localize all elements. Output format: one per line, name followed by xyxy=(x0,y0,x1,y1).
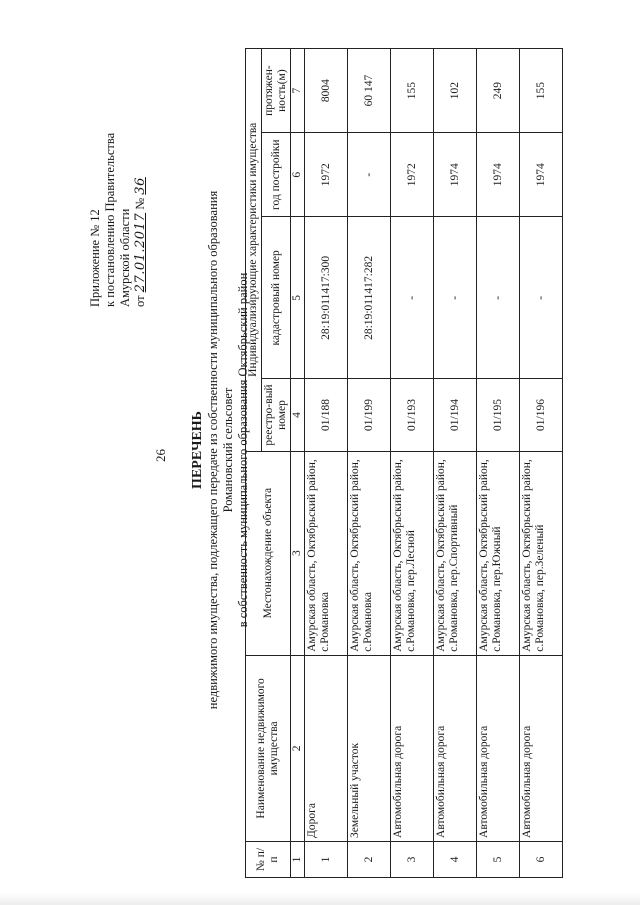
column-number: 5 xyxy=(291,217,305,379)
cell-name: Дорога xyxy=(305,655,348,841)
cell-num: 4 xyxy=(434,841,477,877)
cell-reg: 01/194 xyxy=(434,379,477,451)
cell-len: 155 xyxy=(520,49,563,133)
cell-cad: - xyxy=(391,217,434,379)
cell-year: - xyxy=(348,133,391,217)
cell-reg: 01/193 xyxy=(391,379,434,451)
cell-year: 1972 xyxy=(305,133,348,217)
cell-location: Амурская область, Октябрьский район, с.Романовка, пер.Южный xyxy=(477,451,520,655)
table-body xyxy=(291,49,563,878)
page-number: 26 xyxy=(153,449,168,462)
header-length: протяжен-ность(м) xyxy=(262,49,291,133)
cell-location: Амурская область, Октябрьский район, с.Романовка, пер.Спортивный xyxy=(434,451,477,655)
table-row xyxy=(434,49,477,878)
table-row xyxy=(391,49,434,878)
cell-len: 60 147 xyxy=(348,49,391,133)
header-num: № п/п xyxy=(246,841,291,877)
header-cadastral-number: кадастровый номер xyxy=(262,217,291,379)
column-number: 7 xyxy=(291,49,305,133)
cell-cad: 28:19:011417:282 xyxy=(348,217,391,379)
cell-len: 155 xyxy=(391,49,434,133)
column-number: 4 xyxy=(291,379,305,451)
column-number-row xyxy=(291,49,305,878)
appendix-block xyxy=(88,133,148,307)
cell-location: Амурская область, Октябрьский район, с.Романовка, пер.Лесной xyxy=(391,451,434,655)
cell-location: Амурская область, Октябрьский район, с.Романовка xyxy=(348,451,391,655)
appendix-number-sign: № xyxy=(133,197,147,210)
cell-year: 1974 xyxy=(477,133,520,217)
cell-len: 102 xyxy=(434,49,477,133)
header-year-built: год постройки xyxy=(262,133,291,217)
header-location: Местонахождение объекта xyxy=(246,451,291,655)
table-row xyxy=(305,49,348,878)
cell-len: 8004 xyxy=(305,49,348,133)
table-row xyxy=(520,49,563,878)
appendix-date: 27.01.2017 xyxy=(133,212,148,293)
cell-num: 2 xyxy=(348,841,391,877)
table-row xyxy=(477,49,520,878)
appendix-date-line xyxy=(133,133,148,307)
appendix-decree: к постановлению Правительства xyxy=(103,132,117,307)
cell-reg: 01/196 xyxy=(520,379,563,451)
cell-name: Автомобильная дорога xyxy=(477,655,520,841)
header-characteristics: Индивидуализирующие характеристики имущества xyxy=(246,49,262,452)
document-subtitle-line-2: в собственность муниципального образования Октябрьский район xyxy=(236,272,250,628)
header-name: Наименование недвижимого имущества xyxy=(246,655,291,841)
cell-reg: 01/195 xyxy=(477,379,520,451)
cell-name: Автомобильная дорога xyxy=(520,655,563,841)
cell-location: Амурская область, Октябрьский район, с.Романовка xyxy=(305,451,348,655)
appendix-from-prefix: от xyxy=(133,295,147,307)
cell-year: 1974 xyxy=(520,133,563,217)
property-table xyxy=(245,48,563,878)
cell-cad: - xyxy=(434,217,477,379)
cell-cad: 28:19:011417:300 xyxy=(305,217,348,379)
title-block xyxy=(190,170,251,730)
scan-edge xyxy=(0,893,640,905)
cell-num: 3 xyxy=(391,841,434,877)
cell-num: 5 xyxy=(477,841,520,877)
cell-cad: - xyxy=(520,217,563,379)
column-number: 1 xyxy=(291,841,305,877)
column-number: 6 xyxy=(291,133,305,217)
cell-location: Амурская область, Октябрьский район, с.Романовка, пер.Зеленый xyxy=(520,451,563,655)
cell-name: Автомобильная дорога xyxy=(391,655,434,841)
column-number: 2 xyxy=(291,655,305,841)
appendix-region: Амурской области xyxy=(118,208,132,307)
document-title: ПЕРЕЧЕНЬ xyxy=(190,411,205,489)
cell-len: 249 xyxy=(477,49,520,133)
cell-cad: - xyxy=(477,217,520,379)
appendix-title: Приложение № 12 xyxy=(88,209,102,307)
cell-name: Земельный участок xyxy=(348,655,391,841)
cell-reg: 01/188 xyxy=(305,379,348,451)
document-subtitle-line-1: недвижимого имущества, подлежащего передаче из собственности муниципального образования Романовский сельсовет xyxy=(206,190,235,710)
appendix-number: 36 xyxy=(133,177,148,195)
cell-reg: 01/199 xyxy=(348,379,391,451)
cell-num: 6 xyxy=(520,841,563,877)
cell-year: 1972 xyxy=(391,133,434,217)
cell-year: 1974 xyxy=(434,133,477,217)
column-number: 3 xyxy=(291,451,305,655)
cell-name: Автомобильная дорога xyxy=(434,655,477,841)
table-row xyxy=(348,49,391,878)
cell-num: 1 xyxy=(305,841,348,877)
header-registry-number: реестро-вый номер xyxy=(262,379,291,451)
